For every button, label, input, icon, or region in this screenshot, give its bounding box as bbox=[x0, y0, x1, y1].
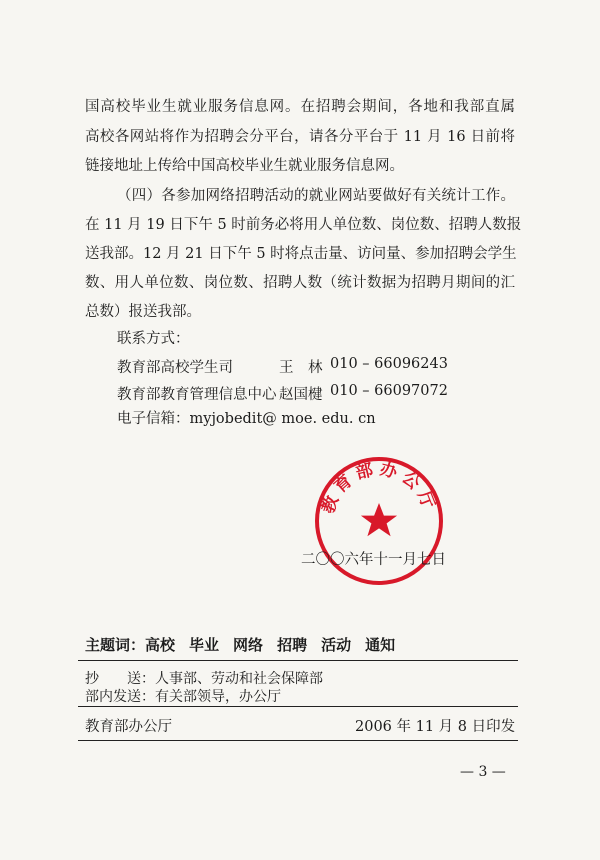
para1-line-2: 高校各网站将作为招聘会分平台，请各分平台于 11 月 16 日前将 bbox=[85, 129, 515, 145]
internal-distribution-line: 部内发送：有关部领导，办公厅 bbox=[85, 689, 281, 705]
document-date: 二〇〇六年十一月七日 bbox=[301, 552, 446, 568]
para2-line-3: 送我部。12 月 21 日下午 5 时将点击量、访问量、参加招聘会学生 bbox=[85, 246, 517, 262]
seal-text: 教育部办公厅 bbox=[318, 459, 440, 517]
para2-line-2: 在 11 月 19 日下午 5 时前务必将用人单位数、岗位数、招聘人数报 bbox=[85, 217, 522, 233]
contact-email: 电子信箱：myjobedit@ moe. edu. cn bbox=[117, 411, 376, 427]
para1-line-3: 链接地址上传给中国高校毕业生就业服务信息网。 bbox=[85, 158, 404, 174]
subject-label: 主题词： bbox=[85, 636, 146, 654]
footer-issuer: 教育部办公厅 bbox=[85, 719, 172, 735]
para1-line-1: 国高校毕业生就业服务信息网。在招聘会期间，各地和我部直属 bbox=[85, 99, 515, 115]
contact-heading: 联系方式： bbox=[117, 331, 190, 347]
contact-dept-2: 教育部教育管理信息中心 bbox=[117, 387, 277, 403]
para2-line-5: 总数）报送我部。 bbox=[85, 304, 201, 320]
divider-line bbox=[78, 740, 518, 741]
page-number: — 3 — bbox=[460, 764, 506, 780]
para2-line-1: （四）各参加网络招聘活动的就业网站要做好有关统计工作。 bbox=[117, 188, 515, 204]
cc-line: 抄 送：人事部、劳动和社会保障部 bbox=[85, 671, 323, 687]
subject-keywords-row bbox=[85, 634, 515, 655]
footer-print-date: 2006 年 11 月 8 日印发 bbox=[355, 719, 516, 735]
subject-keyword: 活动 bbox=[321, 636, 352, 654]
contact-phone-2: 010 – 66097072 bbox=[330, 383, 448, 399]
contact-phone-1: 010 – 66096243 bbox=[330, 356, 448, 372]
subject-keyword: 高校 bbox=[145, 636, 176, 654]
contact-name-2: 赵国楗 bbox=[279, 387, 323, 403]
contact-name-1: 王 林 bbox=[279, 360, 323, 376]
divider-line bbox=[78, 660, 518, 661]
subject-keyword: 网络 bbox=[233, 636, 264, 654]
subject-keyword: 毕业 bbox=[189, 636, 220, 654]
contact-dept-1: 教育部高校学生司 bbox=[117, 360, 233, 376]
divider-line bbox=[78, 706, 518, 707]
para2-line-4: 数、用人单位数、岗位数、招聘人数（统计数据为招聘月期间的汇 bbox=[85, 275, 515, 291]
subject-keyword: 招聘 bbox=[277, 636, 308, 654]
subject-keyword: 通知 bbox=[365, 636, 396, 654]
